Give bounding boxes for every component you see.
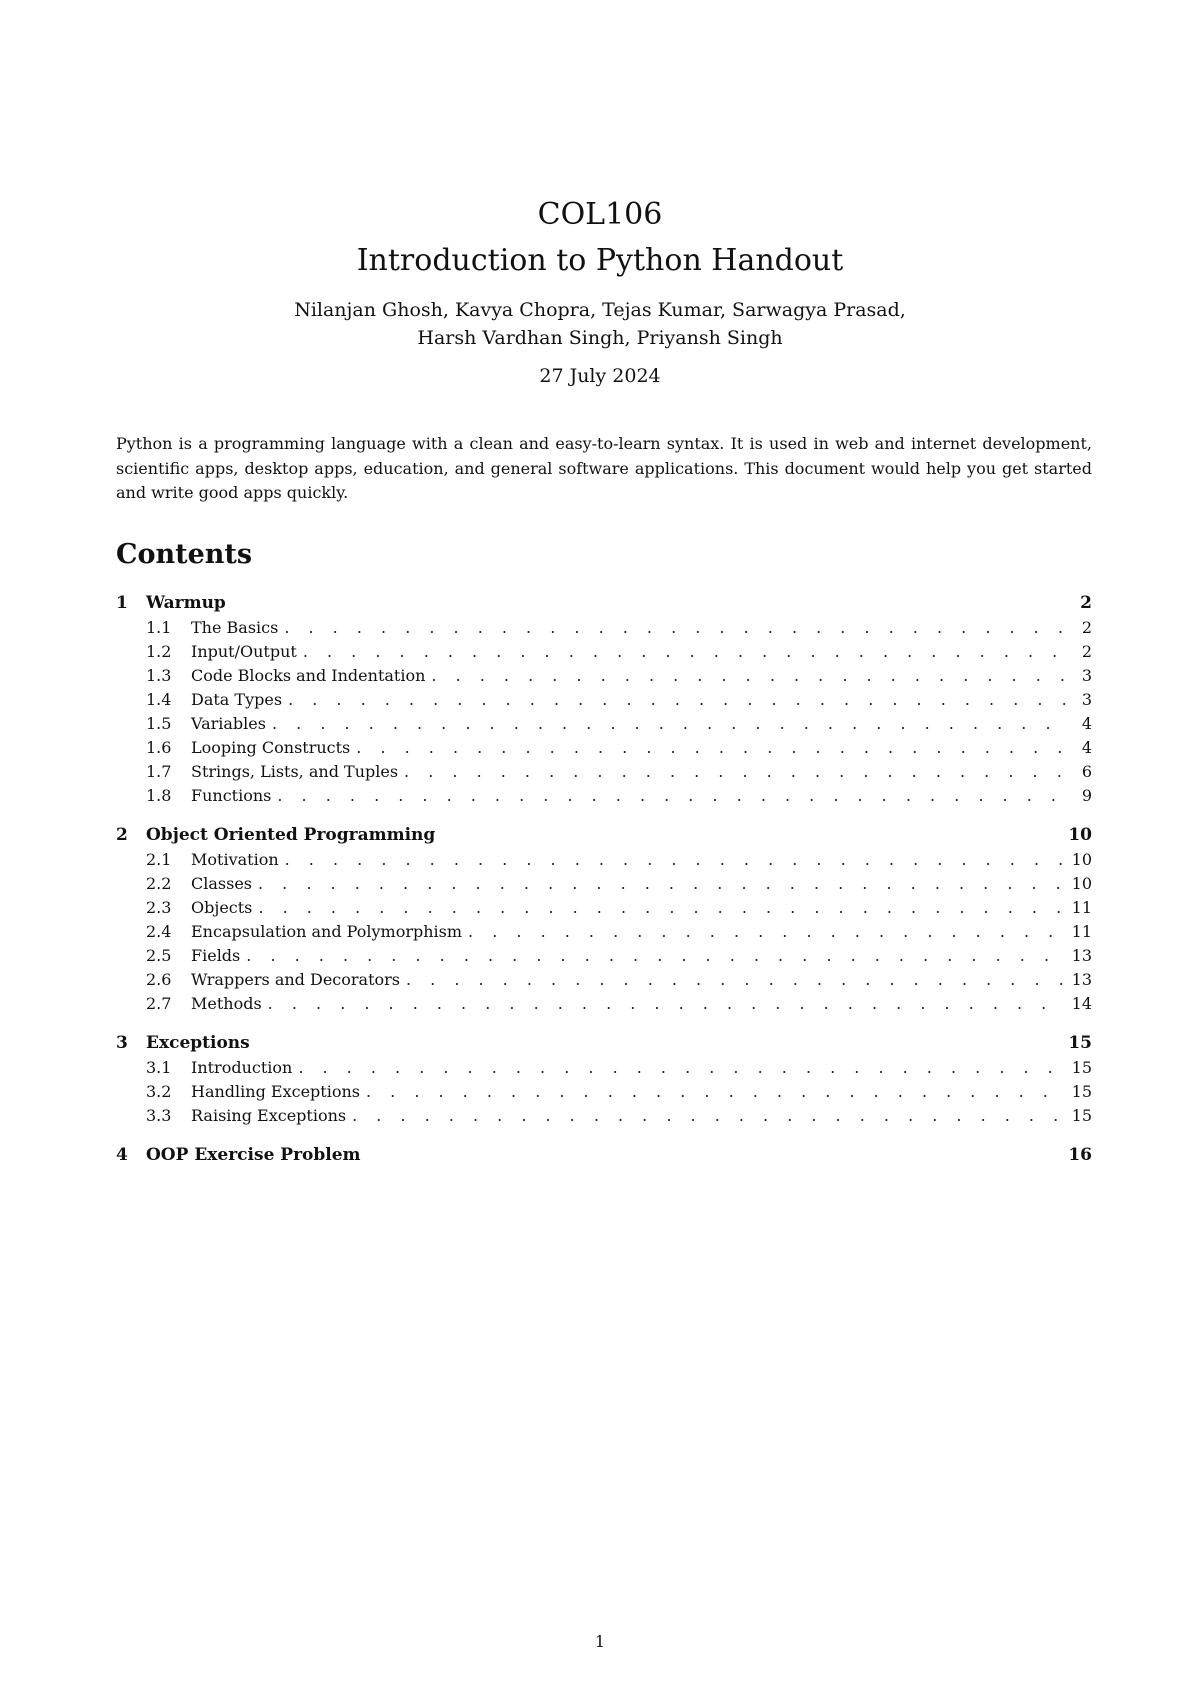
toc-subsection-title: Data Types — [191, 690, 283, 709]
toc-dot-leader — [277, 784, 1068, 808]
toc-subsection-title: Introduction — [191, 1058, 293, 1077]
toc-subsection-entry[interactable] — [116, 896, 1092, 920]
toc-subsection-entry[interactable] — [116, 736, 1092, 760]
toc-section — [116, 822, 1092, 1016]
toc-subsection-page: 10 — [1071, 874, 1092, 893]
toc-section-title: Warmup — [146, 593, 226, 613]
toc-subsection-page: 15 — [1071, 1058, 1092, 1077]
toc-subsection-page: 4 — [1081, 714, 1092, 733]
toc-subsection-number: 1.5 — [146, 714, 172, 733]
document-title: Introduction to Python Handout — [356, 243, 844, 278]
toc-section-page: 16 — [1068, 1145, 1092, 1165]
toc-subsection-title: Methods — [191, 994, 262, 1013]
toc-section-entry[interactable] — [116, 822, 1092, 848]
toc-subsection-number: 1.3 — [146, 666, 172, 685]
toc-subsection-entry[interactable] — [116, 1080, 1092, 1104]
toc-dot-leader — [431, 664, 1068, 688]
toc-subsection-title: Functions — [191, 786, 272, 805]
toc-dot-leader — [246, 944, 1065, 968]
toc-subsection-entry[interactable] — [116, 944, 1092, 968]
toc-subsection-number: 2.5 — [146, 946, 172, 965]
toc-subsection-page: 4 — [1081, 738, 1092, 757]
toc-section-number: 4 — [116, 1145, 128, 1165]
toc-section-page: 2 — [1080, 593, 1092, 613]
toc-dot-leader — [356, 736, 1068, 760]
toc-subsection-entry[interactable] — [116, 640, 1092, 664]
toc-dot-leader — [303, 640, 1068, 664]
toc-subsection-title: Looping Constructs — [191, 738, 351, 757]
toc-subsection-number: 1.2 — [146, 642, 172, 661]
toc-section-title: Exceptions — [146, 1033, 250, 1053]
toc-section-entry[interactable] — [116, 590, 1092, 616]
toc-dot-leader — [366, 1080, 1066, 1104]
toc-subsection-entry[interactable] — [116, 1104, 1092, 1128]
toc-subsection-page: 10 — [1071, 850, 1092, 869]
abstract-paragraph: Python is a programming language with a clean and easy-to-learn syntax. It is used in web and internet development, scientific apps, desktop apps, education, and general software applications. This document would help you get started and write good apps quickly. — [116, 434, 1092, 502]
toc-dot-leader — [258, 896, 1065, 920]
toc-subsection-title: Motivation — [191, 850, 279, 869]
toc-subsection-number: 2.4 — [146, 922, 172, 941]
toc-subsection-page: 11 — [1071, 922, 1092, 941]
toc-dot-leader — [284, 616, 1068, 640]
toc-subsection-title: Wrappers and Decorators — [191, 970, 400, 989]
toc-subsection-page: 13 — [1071, 970, 1092, 989]
toc-subsection-number: 2.1 — [146, 850, 172, 869]
toc-subsection-title: Handling Exceptions — [191, 1082, 360, 1101]
toc-subsection-page: 14 — [1071, 994, 1092, 1013]
toc-section-entry[interactable] — [116, 1142, 1092, 1168]
toc-subsection-entry[interactable] — [116, 760, 1092, 784]
toc-subsection-page: 15 — [1071, 1082, 1092, 1101]
toc-subsection-entry[interactable] — [116, 664, 1092, 688]
toc-subsection-entry[interactable] — [116, 968, 1092, 992]
toc-dot-leader — [406, 968, 1066, 992]
toc-dot-leader — [272, 712, 1068, 736]
toc-subsection-number: 1.1 — [146, 618, 172, 637]
toc-subsection-title: The Basics — [191, 618, 279, 637]
toc-dot-leader — [404, 760, 1068, 784]
toc-subsection-page: 9 — [1081, 786, 1092, 805]
toc-subsection-number: 1.8 — [146, 786, 172, 805]
toc-section-title: OOP Exercise Problem — [146, 1145, 361, 1165]
toc-dot-leader — [298, 1056, 1065, 1080]
toc-subsection-number: 1.6 — [146, 738, 172, 757]
toc-subsection-entry[interactable] — [116, 712, 1092, 736]
toc-subsection-title: Classes — [191, 874, 252, 893]
toc-subsection-page: 13 — [1071, 946, 1092, 965]
toc-subsection-number: 2.6 — [146, 970, 172, 989]
table-of-contents — [116, 590, 1092, 1182]
toc-subsection-number: 2.7 — [146, 994, 172, 1013]
toc-subsection-entry[interactable] — [116, 992, 1092, 1016]
toc-subsection-page: 3 — [1081, 690, 1092, 709]
toc-section-number: 1 — [116, 593, 128, 613]
toc-subsection-title: Objects — [191, 898, 253, 917]
toc-dot-leader — [268, 992, 1066, 1016]
toc-subsection-entry[interactable] — [116, 848, 1092, 872]
toc-dot-leader — [288, 688, 1068, 712]
toc-subsection-title: Code Blocks and Indentation — [191, 666, 426, 685]
toc-dot-leader — [258, 872, 1066, 896]
toc-section — [116, 1030, 1092, 1128]
toc-subsection-number: 2.2 — [146, 874, 172, 893]
contents-heading: Contents — [116, 539, 253, 570]
toc-dot-leader — [285, 848, 1066, 872]
toc-subsection-title: Encapsulation and Polymorphism — [191, 922, 463, 941]
toc-subsection-entry[interactable] — [116, 920, 1092, 944]
toc-subsection-number: 3.1 — [146, 1058, 172, 1077]
toc-section-number: 2 — [116, 825, 128, 845]
toc-section-number: 3 — [116, 1033, 128, 1053]
toc-section-page: 10 — [1068, 825, 1092, 845]
toc-subsection-entry[interactable] — [116, 784, 1092, 808]
author-list — [0, 296, 1200, 352]
authors-line-2: Harsh Vardhan Singh, Priyansh Singh — [417, 327, 783, 349]
toc-subsection-entry[interactable] — [116, 872, 1092, 896]
toc-subsection-number: 1.7 — [146, 762, 172, 781]
toc-subsection-entry[interactable] — [116, 1056, 1092, 1080]
toc-section — [116, 1142, 1092, 1168]
toc-subsection-entry[interactable] — [116, 688, 1092, 712]
toc-section-entry[interactable] — [116, 1030, 1092, 1056]
toc-subsection-title: Strings, Lists, and Tuples — [191, 762, 399, 781]
toc-subsection-page: 15 — [1071, 1106, 1092, 1125]
authors-line-1: Nilanjan Ghosh, Kavya Chopra, Tejas Kumar, Sarwagya Prasad, — [294, 299, 906, 321]
page-number: 1 — [594, 1632, 606, 1651]
toc-subsection-page: 11 — [1071, 898, 1092, 917]
toc-subsection-number: 1.4 — [146, 690, 172, 709]
toc-subsection-title: Raising Exceptions — [191, 1106, 347, 1125]
toc-subsection-title: Fields — [191, 946, 241, 965]
course-code: COL106 — [537, 197, 663, 232]
document-date: 27 July 2024 — [539, 365, 661, 387]
toc-section-page: 15 — [1068, 1033, 1092, 1053]
toc-subsection-title: Input/Output — [191, 642, 297, 661]
toc-subsection-number: 2.3 — [146, 898, 172, 917]
toc-dot-leader — [352, 1104, 1066, 1128]
toc-subsection-page: 3 — [1081, 666, 1092, 685]
toc-subsection-page: 6 — [1081, 762, 1092, 781]
toc-section — [116, 590, 1092, 808]
toc-subsection-number: 3.2 — [146, 1082, 172, 1101]
toc-section-title: Object Oriented Programming — [146, 825, 436, 845]
toc-dot-leader — [468, 920, 1066, 944]
toc-subsection-page: 2 — [1081, 618, 1092, 637]
toc-subsection-page: 2 — [1081, 642, 1092, 661]
toc-subsection-title: Variables — [191, 714, 266, 733]
toc-subsection-number: 3.3 — [146, 1106, 172, 1125]
toc-subsection-entry[interactable] — [116, 616, 1092, 640]
